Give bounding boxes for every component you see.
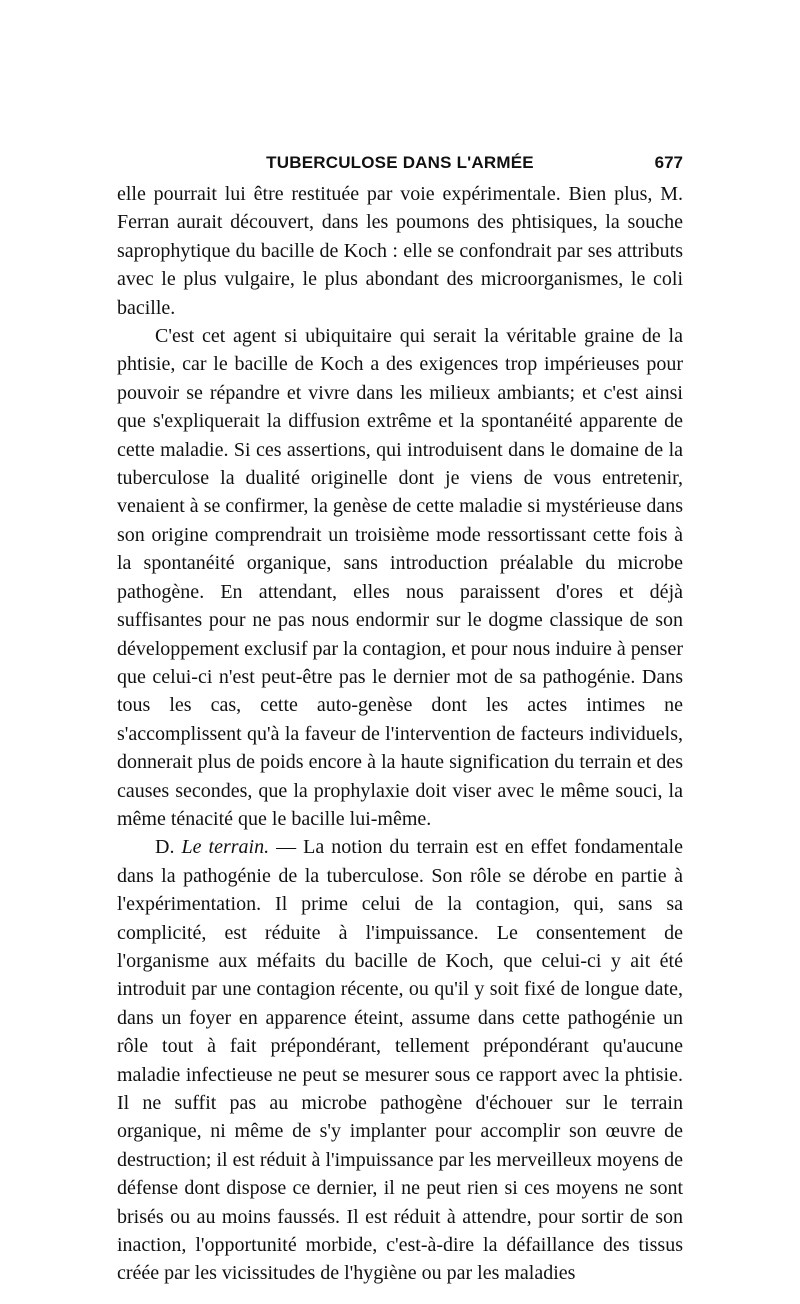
paragraph-2: C'est cet agent si ubiquitaire qui serait la véritable graine de la phtisie, car le bacille de Koch a des exigences trop impérieuses pour pouvoir se répandre et vivre dans les milieux ambiants; et c'est ainsi que s'expliquerait la diffusion extrême et la spontanéité apparente de cette maladie. Si ces assertions, qui introduisent dans le domaine de la tuberculose la dualité originelle dont je viens de vous entretenir, venaient à se confirmer, la genèse de cette maladie si mystérieuse dans son origine comprendrait un troisième mode ressortissant cette fois à la spontanéité organique, sans introduction préalable du microbe pathogène. En attendant, elles nous paraissent d'ores et déjà suffisantes pour ne pas nous endormir sur le dogme classique de son développement exclusif par la contagion, et pour nous induire à penser que celui-ci n'est peut-être pas le dernier mot de sa pathogénie. Dans tous les cas, cette auto-genèse dont les actes intimes ne s'accomplissent qu'à la faveur de l'intervention de facteurs individuels, donnerait plus de poids encore à la haute signification du terrain et des causes secondes, que la prophylaxie doit viser avec le même souci, la même ténacité que le bacille lui-même.: [117, 325, 683, 830]
section-heading-italic: Le terrain.: [181, 836, 270, 859]
section-letter: D.: [155, 836, 182, 859]
paragraph-3: [117, 833, 683, 1288]
running-head: [117, 150, 683, 176]
paragraph-3-text: — La notion du terrain est en effet fondamentale dans la pathogénie de la tuberculose. Son rôle se dérobe en partie à l'expérimentation. Il prime celui de la contagion, qui, sans sa complicité, est réduite à l'impuissance. Le consentement de l'organisme aux méfaits du bacille de Koch, que celui-ci y ait été introduit par une contagion récente, ou qu'il y soit fixé de longue date, dans un foyer en apparence éteint, assume dans cette pathogénie un rôle tout à fait prépondérant, tellement prépondérant qu'aucune maladie infectieuse ne peut se mesurer sous ce rapport avec la phtisie. Il ne suffit pas au microbe pathogène d'échouer sur le terrain organique, ni même de s'y implanter pour accomplir son œuvre de destruction; il est réduit à l'impuissance par les merveilleux moyens de défense dont dispose ce dernier, il ne peut rien si ces moyens ne sont brisés ou au moins faussés. Il est réduit à attendre, pour sortir de son inaction, l'opportunité morbide, c'est-à-dire la défaillance des tissus créée par les vicissitudes de l'hygiène ou par les maladies: [117, 836, 683, 1285]
running-title: TUBERCULOSE DANS L'ARMÉE: [266, 153, 534, 172]
body-text: [117, 180, 683, 1288]
paragraph-1: elle pourrait lui être restituée par voie expérimentale. Bien plus, M. Ferran aurait découvert, dans les poumons des phtisiques, la souche saprophytique du bacille de Koch : elle se confondrait par ses attributs avec le plus vulgaire, le plus abondant des microorganismes, le coli bacille.: [117, 183, 683, 319]
page-number: 677: [654, 153, 683, 172]
